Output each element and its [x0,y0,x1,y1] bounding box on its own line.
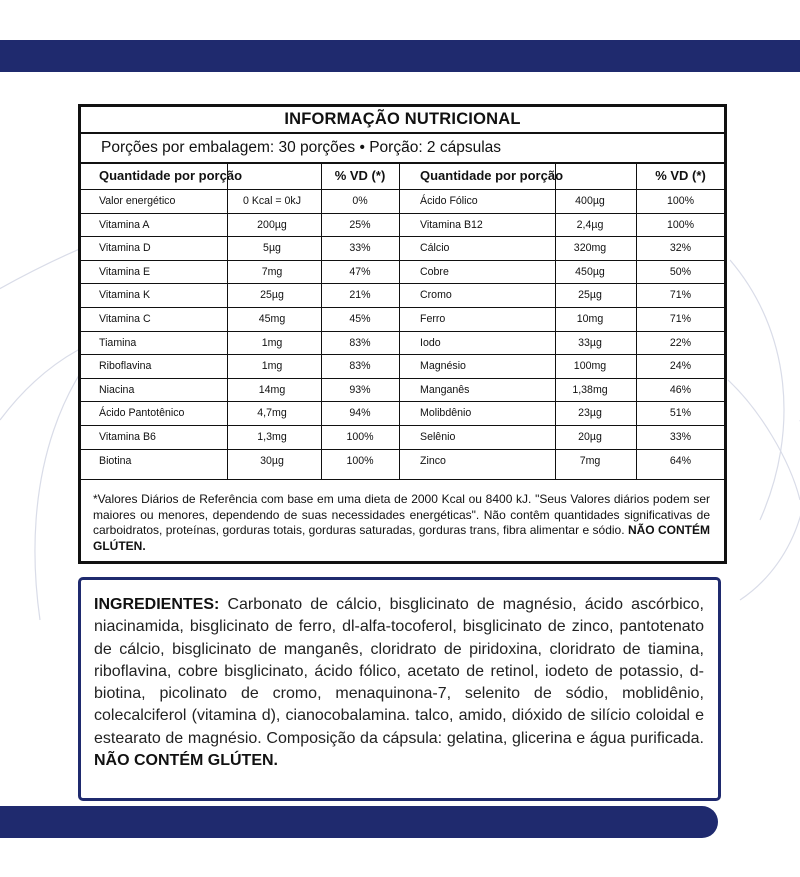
nutrient-name: Manganês [420,383,470,396]
column-header [400,164,724,190]
nutrient-name: Cromo [420,289,452,302]
nutrient-vd: 100% [666,195,695,207]
nutrient-row [81,308,399,332]
nutrient-amount: 200µg [257,218,287,231]
bottom-navy-band [0,806,718,838]
nutrient-name: Cálcio [420,242,450,255]
nutrient-row [81,214,399,238]
nutrient-amount: 450µg [575,265,605,278]
nutrient-column-left [81,164,399,479]
nutrient-name: Cobre [420,265,449,278]
nutrient-amount: 0 Kcal = 0kJ [242,195,301,207]
nutrient-name: Tiamina [99,336,137,349]
nutrient-amount: 100mg [573,360,607,373]
nutrient-vd: 21% [349,289,371,302]
nutrient-vd: 50% [669,265,692,278]
nutrient-name: Vitamina A [99,218,150,231]
nutrient-name: Niacina [99,383,135,396]
nutrient-vd: 32% [669,242,692,255]
nutrient-name: Vitamina C [99,312,151,325]
nutrient-vd: 33% [669,430,692,443]
nutrient-amount: 10mg [576,312,604,325]
nutrient-name: Ácido Fólico [420,195,478,207]
nutrient-vd: 22% [669,336,692,349]
nutrient-columns [81,164,724,480]
nutrient-row [81,190,399,214]
nutrient-row [81,284,399,308]
nutrient-name: Vitamina E [99,265,151,278]
nutrient-vd: 71% [669,312,692,325]
nutrient-row [81,402,399,426]
ingredients-gluten-notice: NÃO CONTÉM GLÚTEN. [94,752,278,770]
nutrient-row [81,450,399,474]
nutrition-title: INFORMAÇÃO NUTRICIONAL [81,107,724,134]
nutrient-vd: 24% [669,360,692,373]
nutrient-row [400,355,724,379]
nutrient-row [400,426,724,450]
nutrient-row [81,261,399,285]
nutrient-name: Zinco [420,454,446,467]
header-quantity: Quantidade por porção [99,168,243,183]
nutrient-name: Vitamina K [99,289,151,302]
nutrient-vd: 100% [666,218,695,231]
nutrient-vd: 100% [346,430,374,443]
nutrient-name: Vitamina D [99,242,151,255]
nutrient-name: Valor energético [99,195,176,207]
nutrient-row [400,284,724,308]
nutrient-amount: 23µg [578,407,602,420]
nutrient-row [400,190,724,214]
nutrient-name: Ácido Pantotênico [99,407,185,420]
nutrient-name: Ferro [420,312,446,325]
nutrient-name: Magnésio [420,360,466,373]
ingredients-label: INGREDIENTES: [94,596,220,613]
nutrient-amount: 7mg [579,454,601,467]
nutrition-facts-table [78,104,727,564]
nutrient-name: Molibdênio [420,407,472,420]
nutrient-amount: 30µg [260,454,284,467]
nutrient-amount: 20µg [578,430,602,443]
nutrient-vd: 64% [669,454,692,467]
gluten-free-notice: NÃO CONTÉM GLÚTEN. [93,523,710,553]
nutrient-row [81,332,399,356]
nutrient-row [400,214,724,238]
ingredients-box [78,577,721,801]
nutrient-vd: 47% [349,265,371,278]
nutrient-name: Iodo [420,336,441,349]
nutrient-name: Riboflavina [99,360,152,373]
nutrient-vd: 93% [349,383,371,396]
top-navy-band [0,40,800,72]
nutrient-amount: 14mg [258,383,286,396]
nutrient-vd: 25% [349,218,371,231]
nutrient-row [400,237,724,261]
nutrient-amount: 1,38mg [572,383,608,396]
nutrient-vd: 94% [349,407,371,420]
footnote-text: *Valores Diários de Referência com base em uma dieta de 2000 Kcal ou 8400 kJ. "Seus Valores diários podem ser maiores ou menores, dependendo de suas necessidades energéticas". Não contêm quantidades significativas de carboidratos, proteínas, gorduras totais, gorduras saturadas, gorduras trans, fibra alimentar e sódio. [93,492,710,537]
nutrient-row [81,379,399,403]
nutrient-vd: 46% [669,383,692,396]
nutrient-row [400,332,724,356]
nutrient-amount: 2,4µg [576,218,604,231]
nutrient-row [400,261,724,285]
nutrient-name: Vitamina B6 [99,430,156,443]
nutrient-row [81,426,399,450]
nutrient-vd: 45% [349,312,371,325]
nutrient-row [81,237,399,261]
nutrient-row [400,379,724,403]
nutrient-vd: 71% [669,289,692,302]
nutrient-vd: 0% [352,195,368,207]
nutrient-amount: 33µg [578,336,602,349]
nutrient-amount: 25µg [578,289,602,302]
nutrient-amount: 1mg [261,336,283,349]
header-vd: % VD (*) [334,168,386,183]
header-quantity: Quantidade por porção [420,168,564,183]
nutrient-amount: 25µg [260,289,284,302]
column-header [81,164,399,190]
nutrient-vd: 51% [669,407,692,420]
nutrient-vd: 83% [349,336,371,349]
nutrient-column-right [399,164,724,479]
nutrient-row [400,308,724,332]
nutrient-row [81,355,399,379]
nutrient-amount: 1,3mg [257,430,287,443]
nutrient-name: Selênio [420,430,456,443]
nutrient-row [400,450,724,474]
nutrient-vd: 33% [349,242,371,255]
nutrient-amount: 320mg [573,242,607,255]
nutrient-amount: 400µg [575,195,605,207]
nutrient-vd: 100% [346,454,374,467]
nutrient-amount: 5µg [263,242,281,255]
nutrient-amount: 7mg [261,265,283,278]
nutrient-amount: 4,7mg [257,407,287,420]
serving-info: Porções por embalagem: 30 porções • Porção: 2 cápsulas [81,134,724,164]
header-vd: % VD (*) [655,168,706,183]
nutrition-footnote [81,480,724,554]
nutrient-amount: 45mg [258,312,286,325]
nutrient-name: Vitamina B12 [420,218,483,231]
nutrient-vd: 83% [349,360,371,373]
nutrient-amount: 1mg [261,360,283,373]
nutrient-name: Biotina [99,454,132,467]
ingredients-text: Carbonato de cálcio, bisglicinato de magnésio, ácido ascórbico, niacinamida, bisglicinato de ferro, dl-alfa-tocoferol, bisglicinato de zinco, pantotenato de cálcio, bisglicinato de manganês, cloridrato de piridoxina, cloridrato de tiamina, riboflavina, cobre bisglicinato, ácido fólico, acetato de retinol, iodeto de potassio, d-biotina, picolinato de cromo, menaquinona-7, selenito de sódio, moblidênio, colecalciferol (vitamina d), cianocobalamina. talco, amido, dióxido de silício coloidal e estearato de magnésio. Composição da cápsula: gelatina, glicerina e água purificada. [94,596,704,747]
nutrient-row [400,402,724,426]
